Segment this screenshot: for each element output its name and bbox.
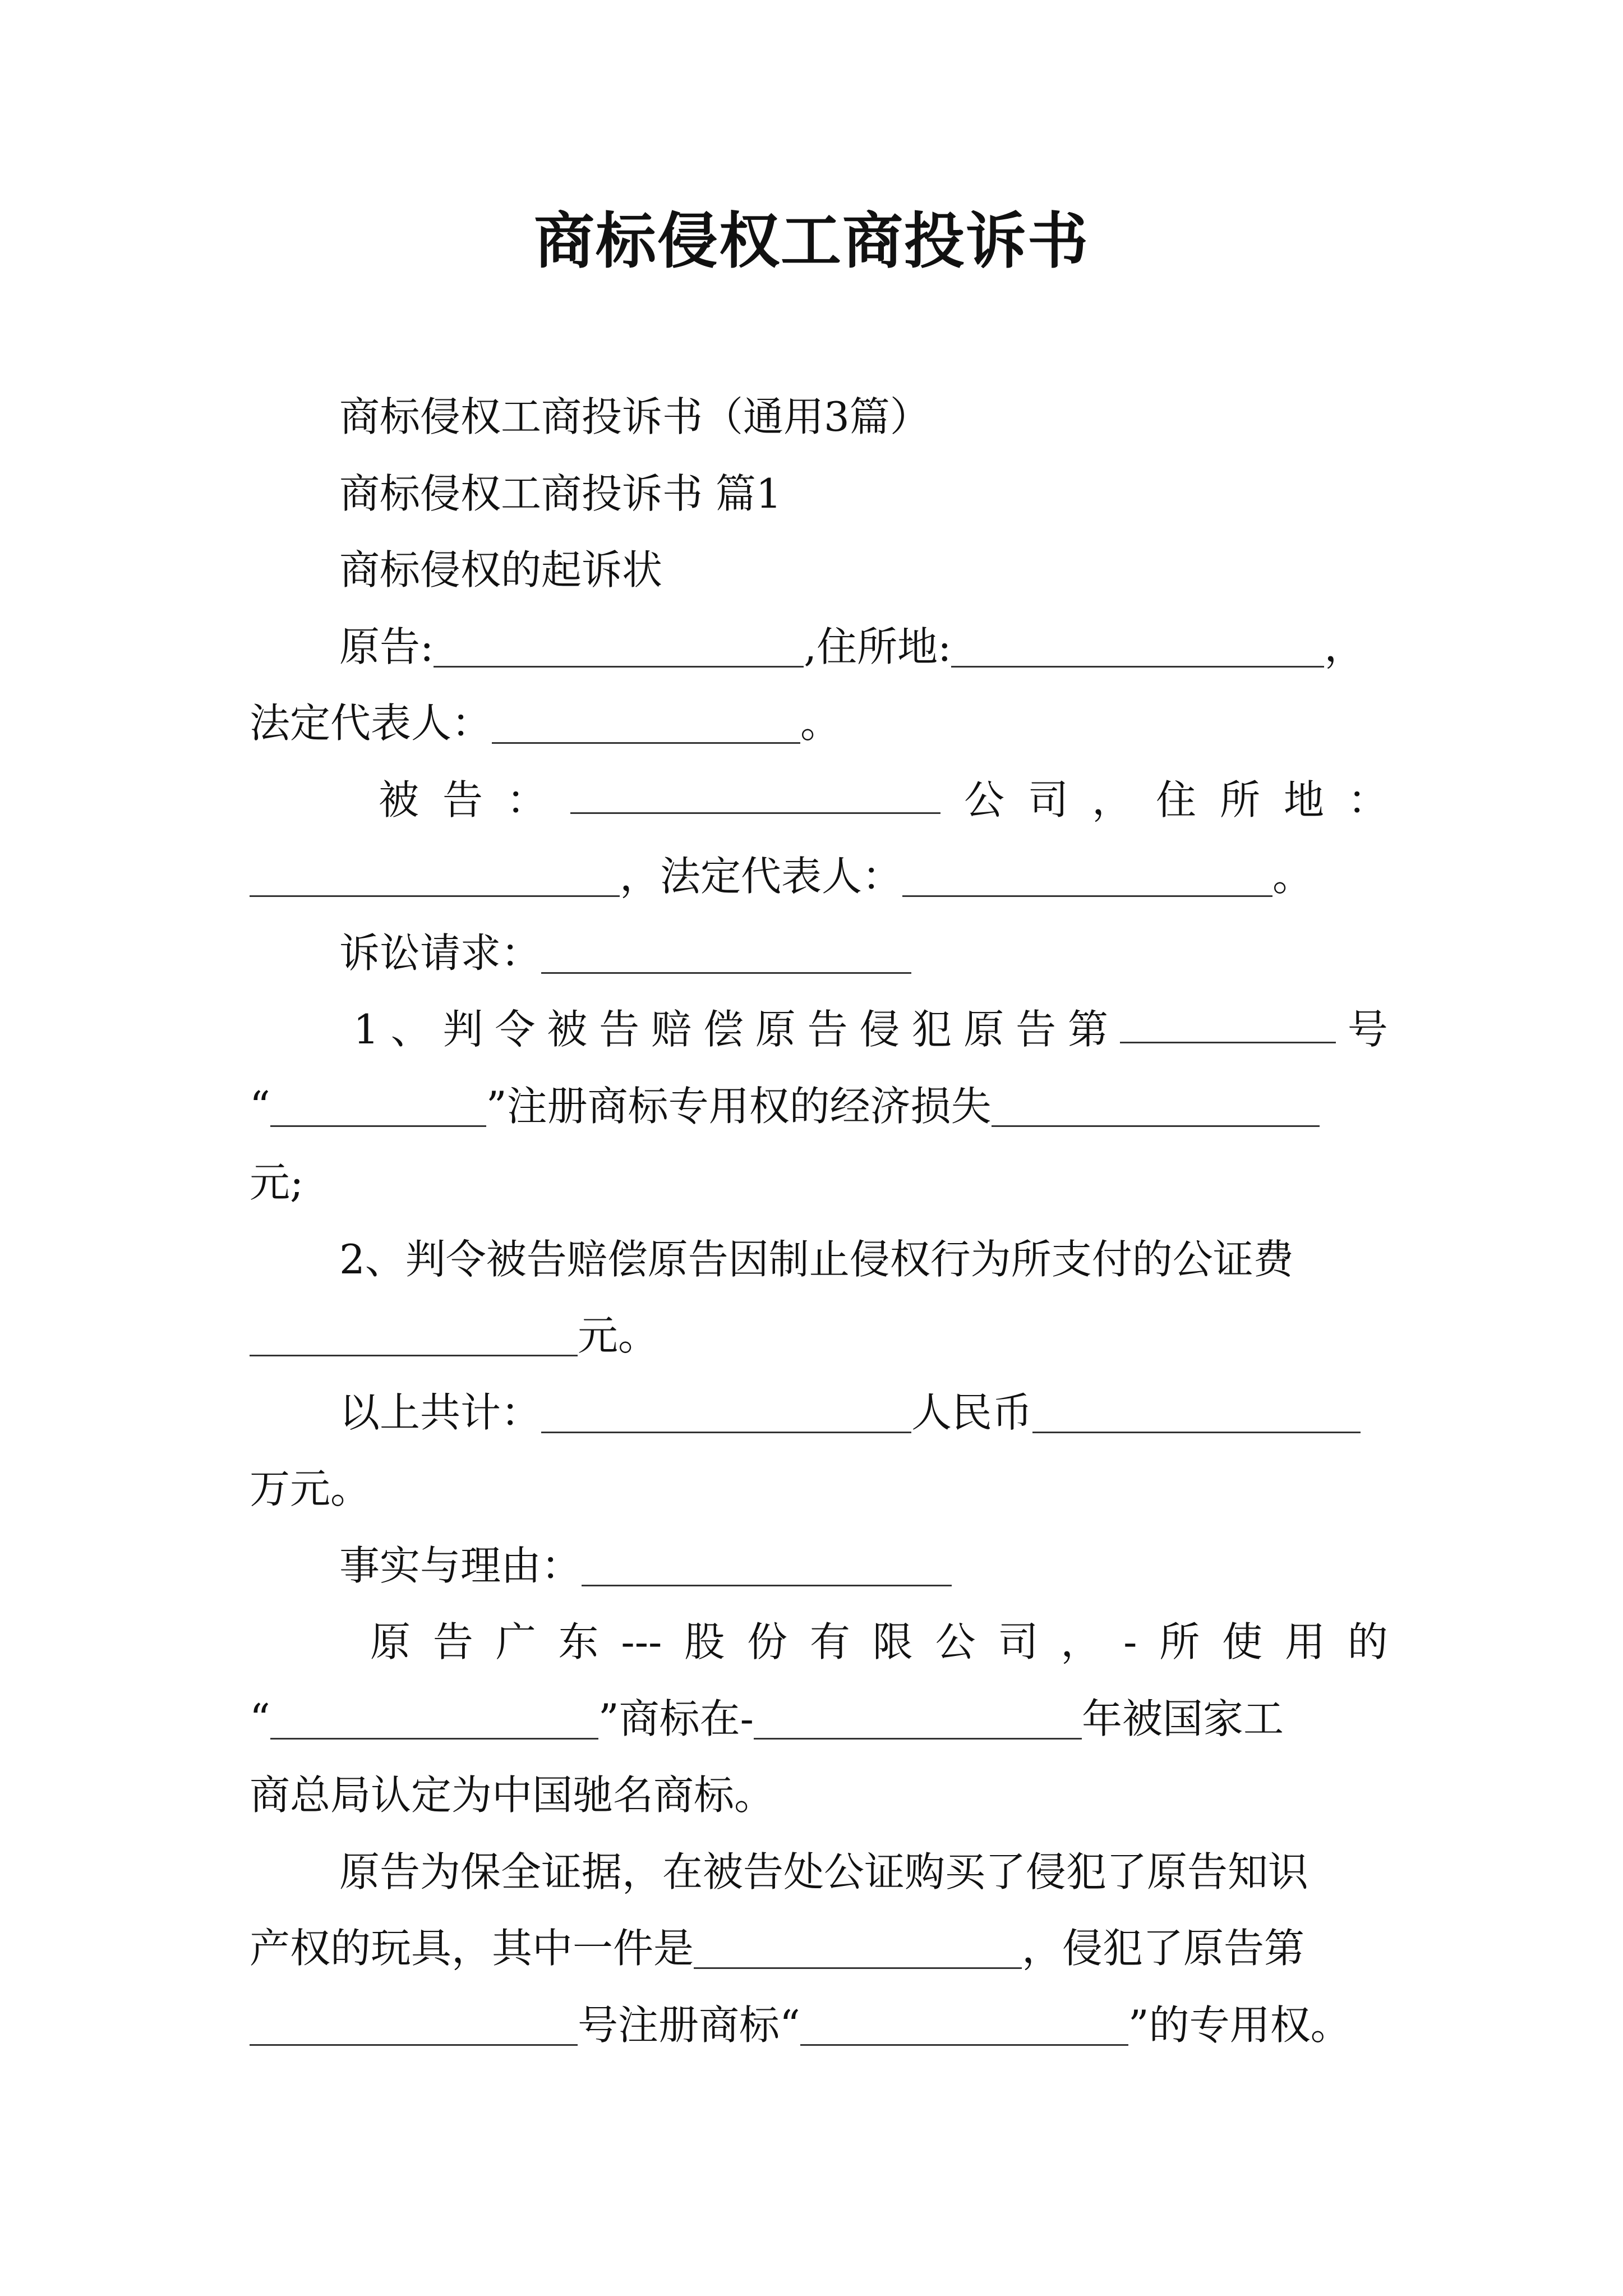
plaintiff-rep-period: 。 [800, 700, 841, 747]
claim1-char: 1 [353, 1006, 379, 1053]
claim1-char: 原 [755, 1006, 796, 1053]
claim1-line2 [250, 1068, 1388, 1145]
total-rmb-blank [1032, 1387, 1361, 1433]
plaintiff-rep-line [250, 685, 1388, 762]
facts1-char: 司 [998, 1618, 1039, 1665]
total-end: 万元。 [250, 1465, 371, 1512]
facts1-char: 原 [370, 1618, 411, 1665]
claim2-line2 [250, 1297, 1388, 1374]
claim1-char: 告 [1016, 1006, 1057, 1053]
claim1-char: 第 [1068, 1006, 1109, 1053]
claims-label: 诉讼请求： [339, 929, 542, 977]
total-line [250, 1374, 1388, 1451]
claim1-trademark-blank [270, 1080, 486, 1127]
total-blank [541, 1387, 911, 1433]
facts2-line3-mid: 号注册商标“ [578, 2001, 800, 2049]
plaintiff-address-blank [951, 621, 1324, 668]
facts1-char: 用 [1284, 1618, 1325, 1665]
document-title: 商标侵权工商投诉书 [533, 206, 1089, 277]
claim1-char: 被 [547, 1006, 588, 1053]
facts1-char: ， [1061, 1618, 1101, 1665]
subtitle: 商标侵权工商投诉书（通用3篇） [339, 393, 930, 440]
defendant-name-blank [570, 767, 940, 814]
plaintiff-line [250, 609, 1388, 685]
plaintiff-name-blank [434, 621, 804, 668]
defendant-char: ， [1091, 776, 1132, 823]
facts1-char: 份 [747, 1618, 788, 1665]
facts1-char: 限 [872, 1618, 913, 1665]
claim1-char: 告 [807, 1006, 848, 1053]
facts1-char: 公 [935, 1618, 976, 1665]
plaintiff-comma: ， [1324, 623, 1365, 670]
defendant-rep-line [250, 838, 1388, 915]
total-label: 以上共计： [339, 1388, 542, 1436]
claim1-char: 判 [442, 1006, 483, 1053]
claim1-quote-open: “ [250, 1082, 270, 1130]
facts1-char: 的 [1347, 1618, 1388, 1665]
claim1-quote-close: ”注册商标专用权的经济损失 [486, 1082, 992, 1130]
defendant-char: ： [1347, 776, 1388, 823]
facts1-line1 [250, 1604, 1388, 1681]
claims-line [250, 915, 1388, 992]
facts1-quote-open: “ [250, 1695, 270, 1742]
facts2-line3-end: ”的专用权。 [1128, 2001, 1351, 2049]
claim1-char: 令 [495, 1006, 536, 1053]
facts1-line2 [250, 1681, 1388, 1757]
facts1-char: 股 [684, 1618, 725, 1665]
defendant-char: 告 [442, 776, 483, 823]
claim2-line: 2、判令被告赔偿原告因制止侵权行为所支付的公证费 [339, 1235, 1294, 1283]
facts1-char: 广 [495, 1618, 536, 1665]
facts1-line3: 商总局认定为中国驰名商标。 [250, 1772, 775, 1819]
defendant-address-blank [250, 850, 620, 897]
facts1-char: 有 [809, 1618, 850, 1665]
document-body [250, 379, 1388, 2063]
plaintiff-rep-blank [492, 697, 800, 744]
defendant-rep-label: ，法定代表人： [620, 853, 903, 900]
facts1-char: 告 [432, 1618, 473, 1665]
section-heading: 商标侵权工商投诉书 篇1 [339, 470, 782, 517]
facts1-char: - [1123, 1618, 1137, 1665]
plaintiff-label: 原告: [339, 623, 434, 670]
plaintiff-address-label: ,住所地: [804, 623, 952, 670]
defendant-char: 地 [1283, 776, 1324, 823]
claim2-end: 元。 [578, 1312, 659, 1359]
claim1-amount-blank [992, 1080, 1320, 1127]
facts-label: 事实与理由： [339, 1542, 582, 1589]
total-rmb: 人民币 [911, 1388, 1033, 1436]
claim1-char: 犯 [911, 1006, 952, 1053]
facts2-trademark-blank [800, 1999, 1128, 2046]
facts2-line3 [250, 1987, 1388, 2064]
facts2-item-blank [694, 1922, 1022, 1969]
facts1-char: 所 [1159, 1618, 1200, 1665]
facts2-line1: 原告为保全证据，在被告处公证购买了侵犯了原告知识 [339, 1848, 1309, 1895]
claims-blank [541, 927, 911, 974]
claim1-char: 原 [963, 1006, 1004, 1053]
facts2-line2-start: 产权的玩具，其中一件是 [250, 1925, 694, 1972]
facts1-year-text: 年被国家工 [1081, 1695, 1284, 1742]
plaintiff-rep-label: 法定代表人： [250, 700, 492, 747]
claim1-end: 元; [250, 1159, 304, 1206]
claim1-char: 偿 [703, 1006, 744, 1053]
defendant-char: 被 [379, 776, 419, 823]
facts1-char: --- [621, 1618, 662, 1665]
defendant-char: 所 [1219, 776, 1260, 823]
facts1-char: 使 [1222, 1618, 1263, 1665]
claim1-char: 、 [390, 1006, 431, 1053]
facts1-trademark-blank [270, 1693, 598, 1740]
claim1-char: 侵 [859, 1006, 900, 1053]
defendant-rep-blank [902, 850, 1272, 897]
facts1-char: 东 [558, 1618, 599, 1665]
defendant-char: 公 [963, 776, 1004, 823]
defendant-line [250, 762, 1388, 839]
defendant-char: ： [506, 776, 547, 823]
defendant-rep-period: 。 [1272, 853, 1313, 900]
facts1-year-blank [754, 1693, 1082, 1740]
claim1-line [250, 991, 1388, 1068]
claim1-number-blank [1120, 997, 1336, 1043]
facts1-quote-close: ”商标在- [598, 1695, 754, 1742]
claim1-number-suffix: 号 [1347, 1006, 1388, 1053]
facts2-line2 [250, 1910, 1388, 1987]
claim1-char: 告 [599, 1006, 640, 1053]
claim2-amount-blank [250, 1310, 578, 1356]
facts-line [250, 1527, 1388, 1604]
doc-heading: 商标侵权的起诉状 [339, 546, 663, 593]
defendant-char: 住 [1155, 776, 1196, 823]
facts2-number-blank [250, 1999, 578, 2046]
defendant-char: 司 [1027, 776, 1068, 823]
claim1-char: 赔 [651, 1006, 692, 1053]
facts-blank [582, 1540, 952, 1586]
facts2-line2-end: ，侵犯了原告第 [1022, 1925, 1305, 1972]
